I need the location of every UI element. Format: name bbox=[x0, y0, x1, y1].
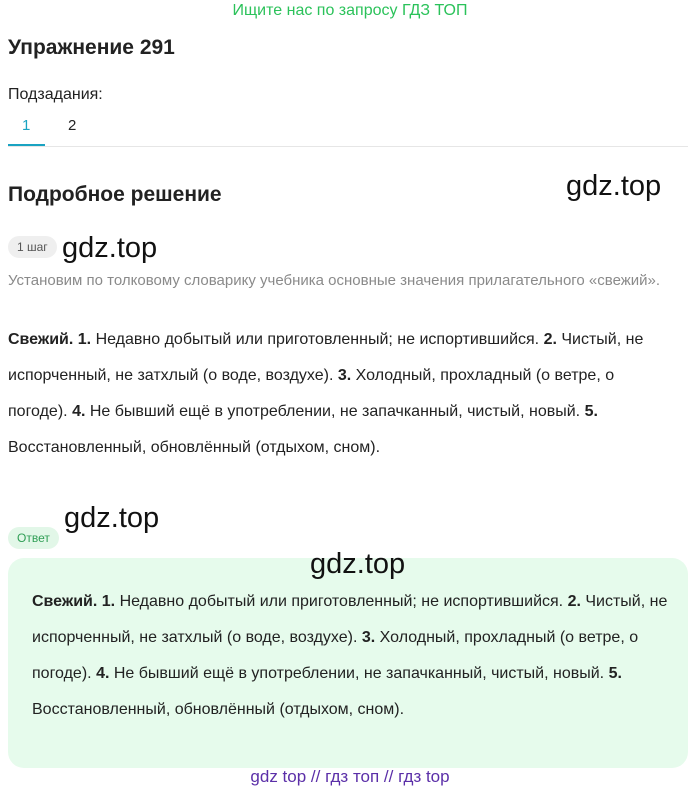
meaning-2: Чистый, не испорченный, не затхлый (о воде, воздухе). bbox=[32, 593, 668, 646]
word: Свежий. bbox=[32, 593, 98, 610]
footer-links[interactable]: gdz top // гдз топ // гдз top bbox=[250, 767, 450, 786]
watermark: gdz.top bbox=[62, 232, 158, 264]
watermark: gdz.top bbox=[310, 548, 406, 580]
meaning-4: Не бывший ещё в употреблении, не запачканный, чистый, новый. bbox=[113, 665, 605, 682]
num-5: 5. bbox=[608, 665, 622, 682]
meaning-2: Чистый, не испорченный, не затхлый (о воде, воздухе). bbox=[8, 331, 644, 384]
tabs-divider bbox=[8, 146, 688, 147]
watermark: gdz.top bbox=[566, 170, 662, 202]
num-5: 5. bbox=[584, 403, 598, 420]
word: Свежий. bbox=[8, 331, 74, 348]
num-1: 1. bbox=[101, 593, 116, 610]
meaning-4: Не бывший ещё в употреблении, не запачканный, чистый, новый. bbox=[89, 403, 581, 420]
meaning-1: Недавно добытый или приготовленный; не испортившийся. bbox=[95, 331, 540, 348]
promo-banner[interactable]: Ищите нас по запросу ГДЗ ТОП bbox=[232, 2, 468, 19]
meaning-1: Недавно добытый или приготовленный; не испортившийся. bbox=[119, 593, 564, 610]
num-4: 4. bbox=[72, 403, 86, 420]
watermark: gdz.top bbox=[64, 502, 160, 534]
section-title: Подробное решение bbox=[8, 183, 222, 206]
num-1: 1. bbox=[77, 331, 92, 348]
meaning-5: Восстановленный, обновлённый (отдыхом, сном). bbox=[8, 439, 381, 456]
answer-badge: Ответ bbox=[8, 527, 59, 549]
num-2: 2. bbox=[567, 593, 581, 610]
num-4: 4. bbox=[96, 665, 110, 682]
step-description: Установим по толковому словарику учебника основные значения прилагательного «свежий». bbox=[8, 272, 661, 289]
tab-subtask-1[interactable]: 1 bbox=[22, 117, 31, 134]
step-badge: 1 шаг bbox=[8, 236, 57, 258]
tab-subtask-2[interactable]: 2 bbox=[68, 117, 77, 134]
solution-text bbox=[8, 322, 678, 466]
subtasks-label: Подзадания: bbox=[8, 86, 103, 103]
meaning-3: Холодный, прохладный (о ветре, о погоде). bbox=[8, 367, 615, 420]
num-2: 2. bbox=[543, 331, 557, 348]
num-3: 3. bbox=[361, 629, 376, 646]
meaning-5: Восстановленный, обновлённый (отдыхом, сном). bbox=[32, 701, 405, 718]
meaning-3: Холодный, прохладный (о ветре, о погоде). bbox=[32, 629, 639, 682]
page-title: Упражнение 291 bbox=[8, 36, 175, 59]
answer-text bbox=[32, 584, 672, 728]
num-3: 3. bbox=[337, 367, 352, 384]
